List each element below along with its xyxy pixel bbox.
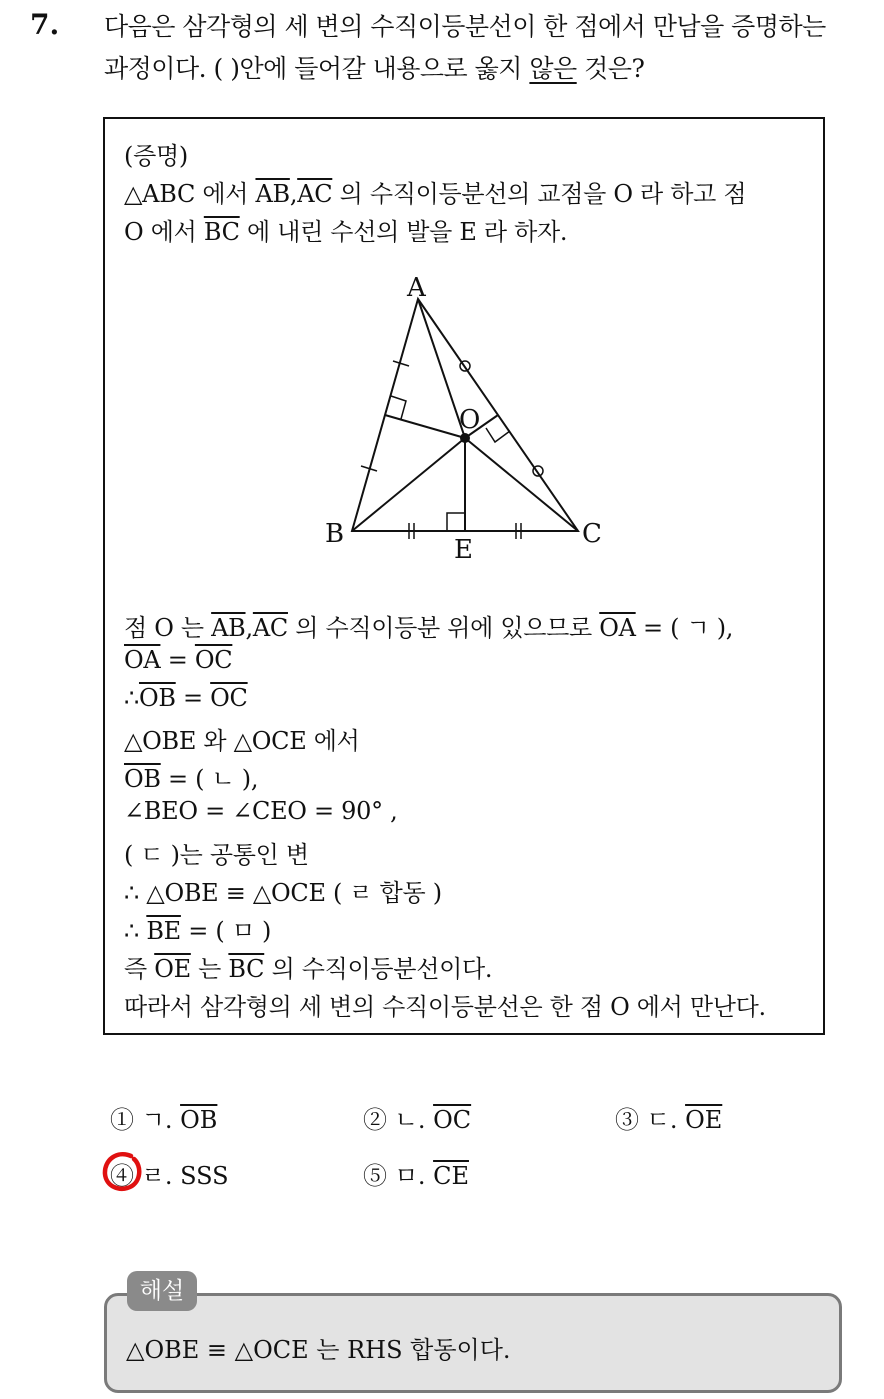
proof-step-10: 즉 $\overline{OE}$ 는 $\overline{BC}$ 의 수직이등분선이다.	[124, 955, 493, 983]
proof-step-2: $\overline{OA} = \overline{OC}$	[124, 646, 233, 674]
right-angle-mark-e	[447, 513, 465, 531]
label-c: C	[582, 519, 602, 549]
choice-2[interactable]: ② ㄴ. $\overline{OC}$	[363, 1106, 472, 1134]
label-a: A	[407, 273, 426, 303]
proof-step-4: △OBE 와 △OCE 에서	[124, 727, 360, 755]
question-line-2-post: 것은?	[576, 54, 645, 83]
question-number: 7.	[30, 8, 60, 41]
label-b: B	[325, 519, 345, 549]
segment-oc	[465, 438, 578, 531]
explanation-tag: 해설	[127, 1271, 197, 1311]
answer-mark-circle	[101, 1150, 145, 1194]
triangle-figure	[320, 268, 620, 568]
question-line-2-pre: 과정이다. ( )안에 들어갈 내용으로 옳지	[104, 54, 530, 83]
choice-5[interactable]: ⑤ ㅁ. $\overline{CE}$	[363, 1162, 469, 1190]
choice-1[interactable]: ① ㄱ. $\overline{OB}$	[110, 1106, 218, 1134]
underlined-word: 않은	[529, 54, 577, 83]
proof-step-3: $\therefore\overline{OB} = \overline{OC}$	[124, 684, 248, 712]
question-text	[104, 6, 874, 90]
perp-bisector-ab	[385, 415, 465, 438]
proof-heading: (증명)	[124, 142, 188, 170]
proof-step-8: ∴ △OBE ≡ △OCE ( ㄹ 합동 )	[124, 879, 442, 907]
proof-step-11: 따라서 삼각형의 세 변의 수직이등분선은 한 점 O 에서 만난다.	[124, 993, 766, 1021]
proof-step-9: ∴ $\overline{BE}$ = ( ㅁ )	[124, 917, 272, 945]
label-e: E	[454, 535, 473, 565]
proof-step-6: ∠BEO = ∠CEO = 90° ,	[124, 797, 398, 825]
label-o: O	[459, 405, 481, 435]
choice-3[interactable]: ③ ㄷ. $\overline{OE}$	[615, 1106, 723, 1134]
proof-intro-line-2: O 에서 $\overline{BC}$ 에 내린 수선의 발을 E 라 하자.	[124, 218, 568, 246]
proof-intro-line-1: △ABC 에서 $\overline{AB},\overline{AC}$ 의 수직이등분선의 교점을 O 라 하고 점	[124, 180, 747, 208]
explanation-text: △OBE ≡ △OCE 는 RHS 합동이다.	[126, 1336, 511, 1364]
proof-step-5: $\overline{OB}$ = ( ㄴ ),	[124, 765, 259, 793]
segment-ob	[352, 438, 465, 531]
segment-oa	[418, 299, 465, 438]
right-angle-mark-ab	[391, 396, 406, 419]
question-line-2	[104, 48, 874, 90]
choice-4[interactable]: ④ ㄹ. SSS	[110, 1162, 229, 1190]
proof-step-1: 점 O 는 $\overline{AB},\overline{AC}$ 의 수직이등분 위에 있으므로 $\overline{OA}$ = ( ㄱ ),	[124, 614, 734, 642]
right-angle-mark-ac	[486, 428, 510, 442]
question-line-1: 다음은 삼각형의 세 변의 수직이등분선이 한 점에서 만남을 증명하는	[104, 12, 826, 41]
proof-step-7: ( ㄷ )는 공통인 변	[124, 841, 309, 869]
